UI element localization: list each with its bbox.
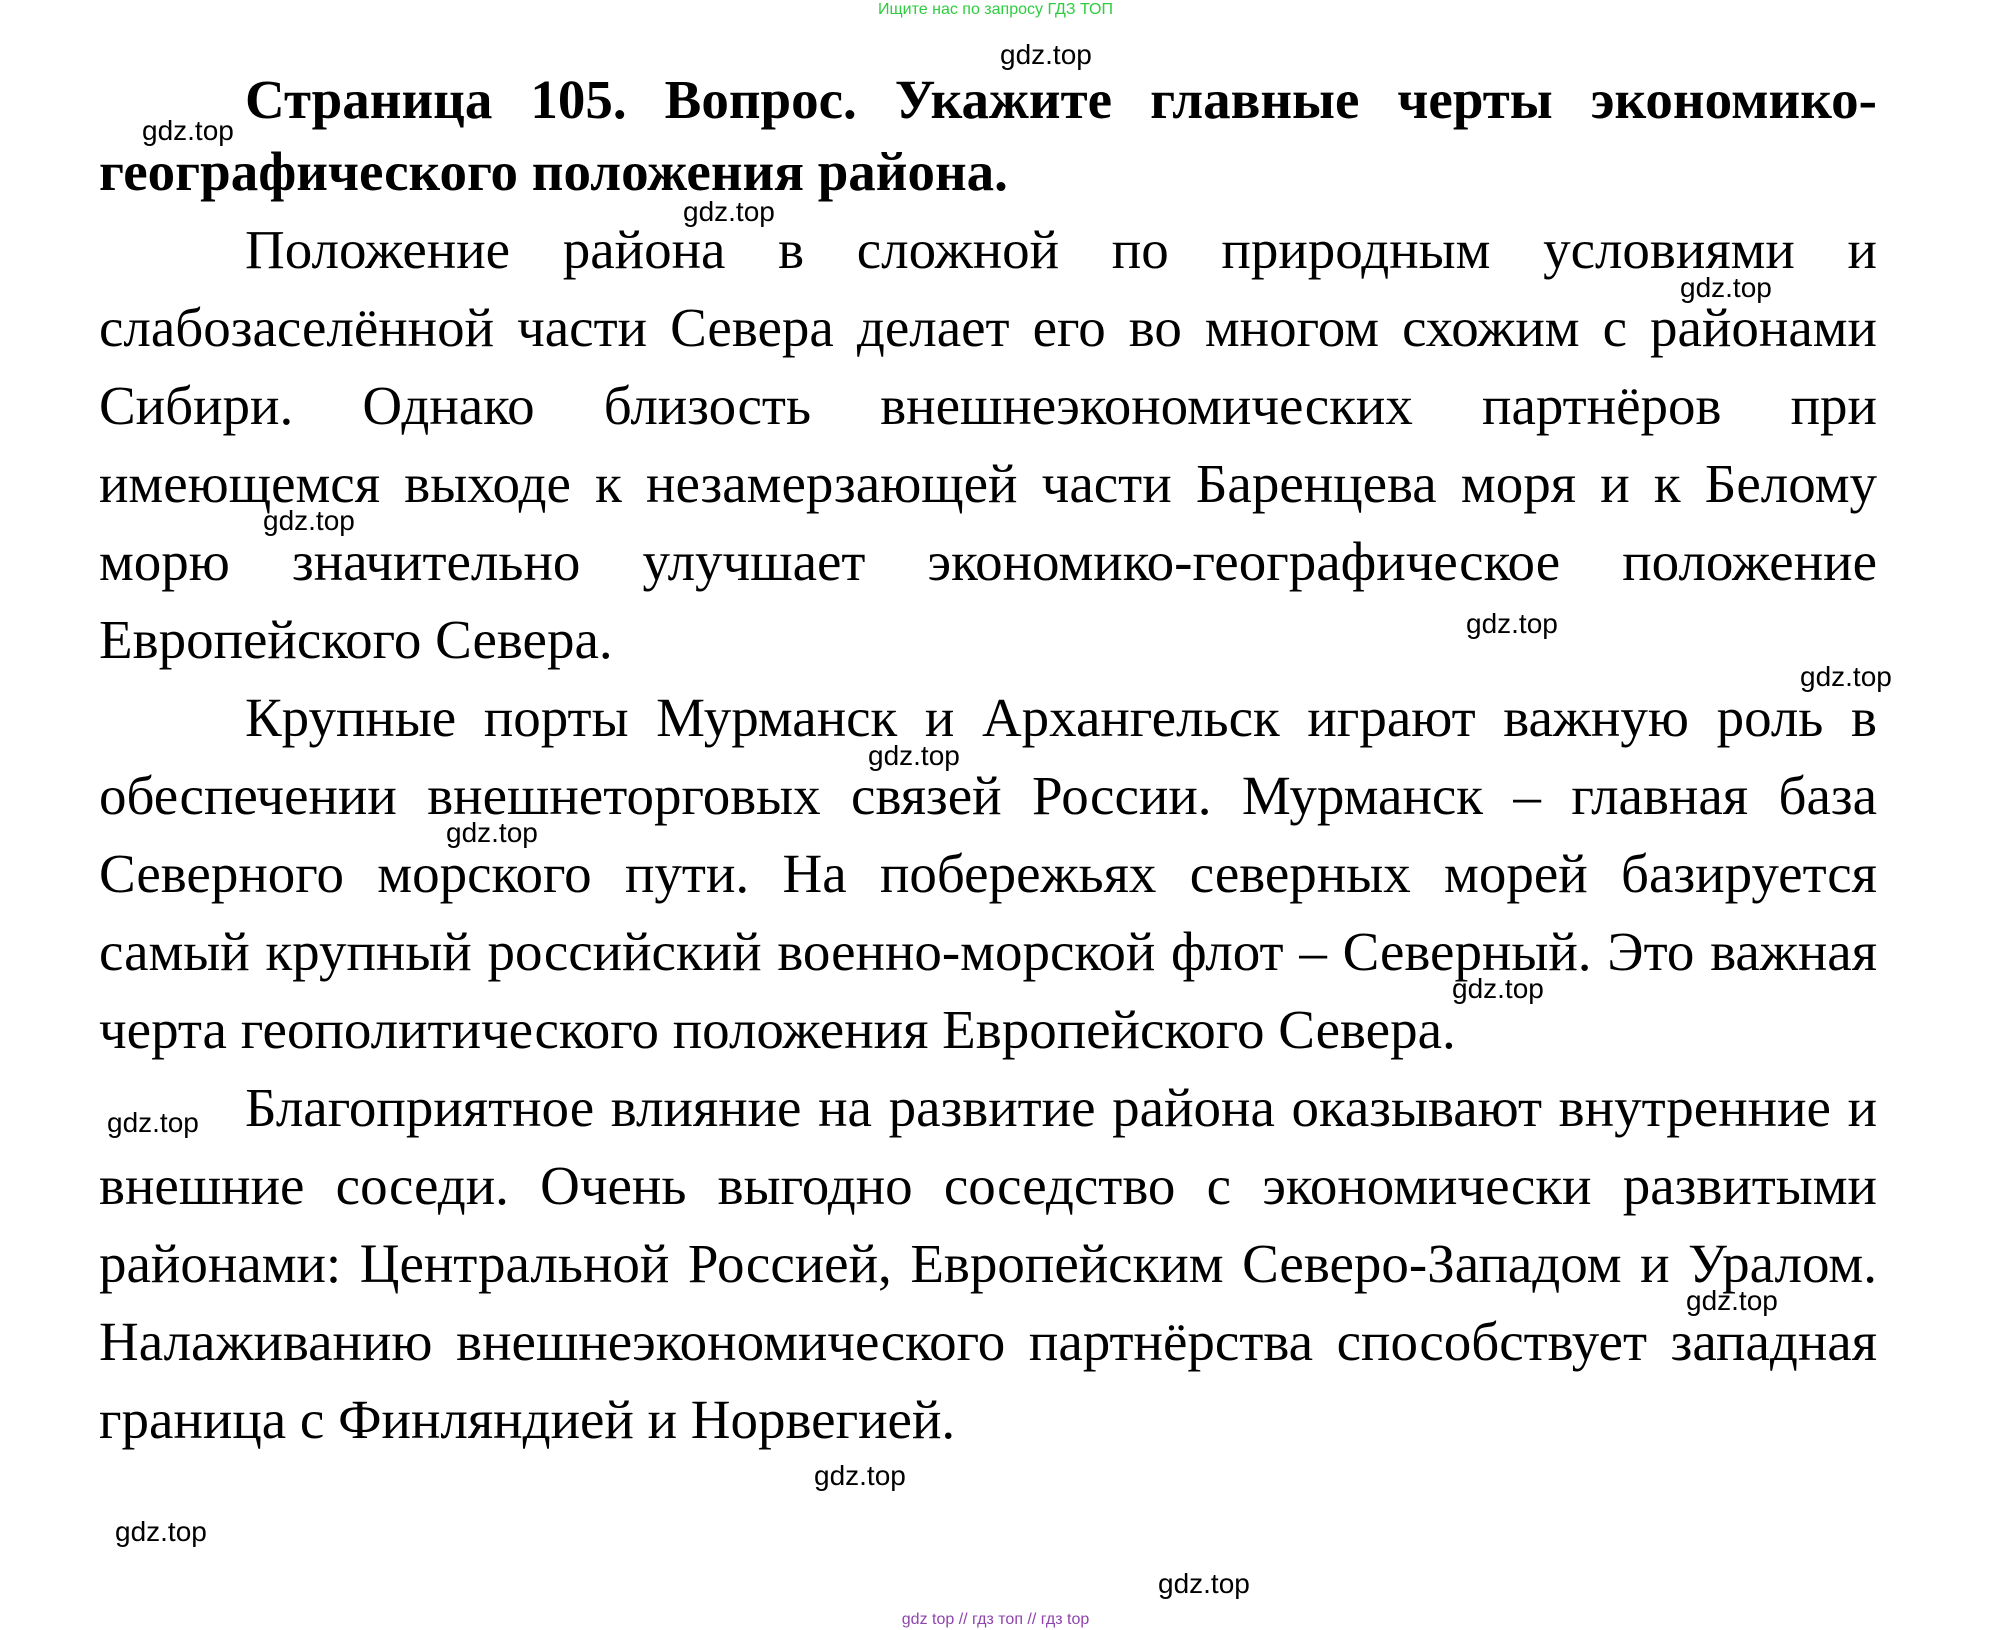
bottom-banner: gdz top // гдз топ // гдз top bbox=[901, 1611, 1090, 1628]
watermark: gdz.top bbox=[683, 196, 775, 227]
watermark: gdz.top bbox=[1466, 608, 1558, 639]
watermark: gdz.top bbox=[142, 115, 234, 146]
watermark: gdz.top bbox=[107, 1107, 199, 1138]
paragraph-2: Крупные порты Мурманск и Архангельск играют важную роль в обеспечении внешнеторговых связей России. Мурманск – главная база Северного морского пути. На побережьях северных морей базируется самый крупный российский военно-морской флот – Северный. Это важная черта геополитического положения Европейского Севера. bbox=[99, 687, 1877, 1060]
watermark: gdz.top bbox=[446, 817, 538, 848]
page-title: Страница 105. Вопрос. Укажите главные черты экономико-географического положения района. bbox=[99, 69, 1877, 202]
watermark: gdz.top bbox=[115, 1516, 207, 1547]
paragraph-3: Благоприятное влияние на развитие района оказывают внутренние и внешние соседи. Очень выгодно соседство с экономически развитыми районами: Центральной Россией, Европейским Северо-Западом и Уралом. Налаживанию внешнеэкономического партнёрства способствует западная граница с Финляндией и Норвегией. bbox=[99, 1077, 1877, 1450]
watermark: gdz.top bbox=[868, 740, 960, 771]
watermark: gdz.top bbox=[814, 1460, 906, 1491]
watermark: gdz.top bbox=[1800, 661, 1892, 692]
paragraph-1: Положение района в сложной по природным условиями и слабозаселённой части Севера делает его во многом схожим с районами Сибири. Однако близость внешнеэкономических партнёров при имеющемся выходе к незамерзающей части Баренцева моря и к Белому морю значительно улучшает экономико-географическое положение Европейского Севера. bbox=[99, 219, 1877, 670]
watermark: gdz.top bbox=[263, 505, 355, 536]
watermark: gdz.top bbox=[1686, 1285, 1778, 1316]
top-banner: Ищите нас по запросу ГДЗ ТОП bbox=[878, 1, 1113, 18]
watermark: gdz.top bbox=[1158, 1568, 1250, 1599]
watermark: gdz.top bbox=[1000, 39, 1092, 70]
watermark: gdz.top bbox=[1680, 272, 1772, 303]
watermark: gdz.top bbox=[1452, 973, 1544, 1004]
document-body bbox=[99, 64, 1877, 1459]
